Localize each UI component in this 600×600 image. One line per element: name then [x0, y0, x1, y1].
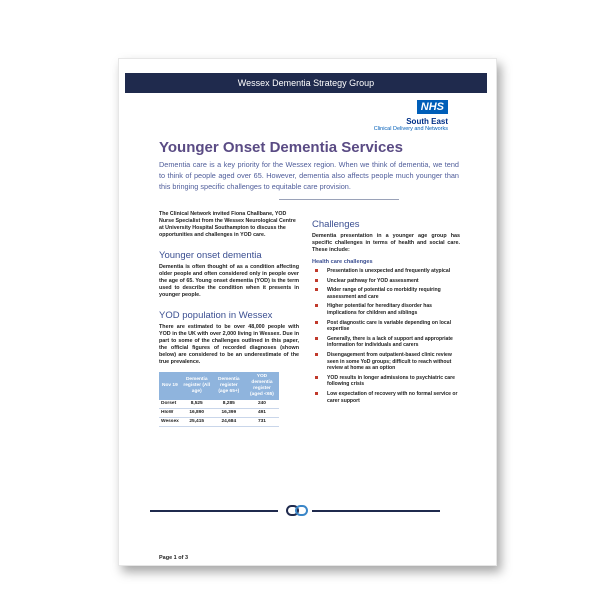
bullet-icon	[315, 392, 318, 395]
nhs-region: South East	[406, 117, 448, 126]
section-divider	[279, 199, 399, 200]
nhs-branding	[374, 97, 448, 132]
page-title: Younger Onset Dementia Services	[159, 139, 403, 156]
list-item-text: Unclear pathway for YOD assessment	[327, 277, 419, 284]
list-item-text: Generally, there is a lack of support and appropriate information for individuals and carers	[327, 335, 453, 349]
population-paragraph: There are estimated to be over 48,000 people with YOD in the UK with over 2,000 living in Wessex. Due in part to some of the challenges outlined in this paper, the official figures of recorded diagnoses (shown below) are considered to be an underestimate of the true prevalence.	[159, 324, 299, 365]
list-item	[312, 278, 460, 285]
bullet-icon	[315, 337, 318, 340]
section-heading-challenges: Challenges	[312, 219, 360, 230]
table-cell: Wessex	[159, 418, 181, 427]
younger-onset-paragraph: Dementia is often thought of as a condition affecting older people and often considered only in people over the age of 65. Young onset dementia (YOD) is the term used to describe the condition when it presents in younger people.	[159, 264, 299, 298]
list-item	[312, 336, 460, 349]
table-cell: 25,415	[181, 418, 213, 427]
bullet-icon	[315, 353, 318, 356]
intro-paragraph: Dementia care is a key priority for the Wessex region. When we think of dementia, we tend to think of people aged over 65. However, dementia also affects people much younger than this bringing specific challenges to equitable care provision.	[159, 160, 459, 191]
table-cell: 8,525	[181, 400, 213, 409]
chain-link-icon	[286, 504, 308, 517]
table-row	[159, 418, 279, 427]
document-page	[118, 58, 497, 566]
health-care-subheading: Health care challenges	[312, 259, 373, 265]
list-item-text: YOD results in longer admissions to psychiatric care following crisis	[327, 374, 455, 388]
list-item	[312, 391, 460, 404]
bullet-icon	[315, 288, 318, 291]
table-cell: 491	[245, 409, 279, 418]
list-item	[312, 268, 460, 275]
yod-register-table	[159, 372, 279, 427]
challenges-list	[312, 268, 460, 404]
list-item-text: Disengagement from outpatient-based clinic review seen in some YoD groups; difficult to reach without review at home as an option	[327, 351, 452, 372]
table-cell: 240	[245, 400, 279, 409]
nhs-subtitle: Clinical Delivery and Networks	[373, 126, 448, 132]
table-cell: 731	[245, 418, 279, 427]
bullet-icon	[315, 279, 318, 282]
table-header-cell: YOD dementia register (aged <65)	[245, 372, 279, 400]
challenges-intro: Dementia presentation in a younger age group has specific challenges in terms of health and social care. These include:	[312, 233, 460, 253]
list-item	[312, 287, 460, 300]
table-row	[159, 400, 279, 409]
footer-line-left	[150, 510, 278, 512]
table-header-cell: Nov 19	[159, 372, 181, 400]
footer-line-right	[312, 510, 440, 512]
list-item-text: Wider range of potential co morbidity requiring assessment and care	[327, 287, 441, 300]
list-item	[312, 375, 460, 388]
section-heading-population: YOD population in Wessex	[159, 310, 273, 321]
list-item-text: Low expectation of recovery with no formal service or carer support	[327, 390, 458, 404]
list-item	[312, 352, 460, 372]
table-cell: 24,684	[213, 418, 245, 427]
header-banner: Wessex Dementia Strategy Group	[125, 73, 487, 93]
list-item-text: Higher potential for hereditary disorder has implications for children and siblings	[327, 303, 433, 316]
bullet-icon	[315, 376, 318, 379]
section-heading-younger-onset: Younger onset dementia	[159, 250, 262, 261]
list-item-text: Post diagnostic care is variable depending on local expertise	[327, 319, 451, 333]
right-column	[312, 219, 460, 407]
table-cell: HIoW	[159, 409, 181, 418]
table-header-row	[159, 372, 279, 400]
table-header-cell: Dementia register (age 65+)	[213, 372, 245, 400]
lead-paragraph: The Clinical Network invited Fiona Challbane, YOD Nurse Specialist from the Wessex Neurological Centre at University Hospital Southampton to discuss the opportunities and challenges in YOD care.	[159, 211, 296, 238]
table-row	[159, 409, 279, 418]
bullet-icon	[315, 321, 318, 324]
list-item	[312, 320, 460, 333]
list-item	[312, 303, 460, 316]
table-header-cell: Dementia register (All age)	[181, 372, 213, 400]
left-column	[159, 211, 299, 427]
bullet-icon	[315, 304, 318, 307]
table-cell: 8,285	[213, 400, 245, 409]
page-number: Page 1 of 3	[159, 555, 189, 561]
nhs-logo: NHS	[417, 100, 448, 114]
table-cell: 16,890	[181, 409, 213, 418]
table-cell: 16,399	[213, 409, 245, 418]
list-item-text: Presentation is unexpected and frequently atypical	[327, 268, 451, 274]
table-cell: Dorset	[159, 400, 181, 409]
bullet-icon	[315, 269, 318, 272]
